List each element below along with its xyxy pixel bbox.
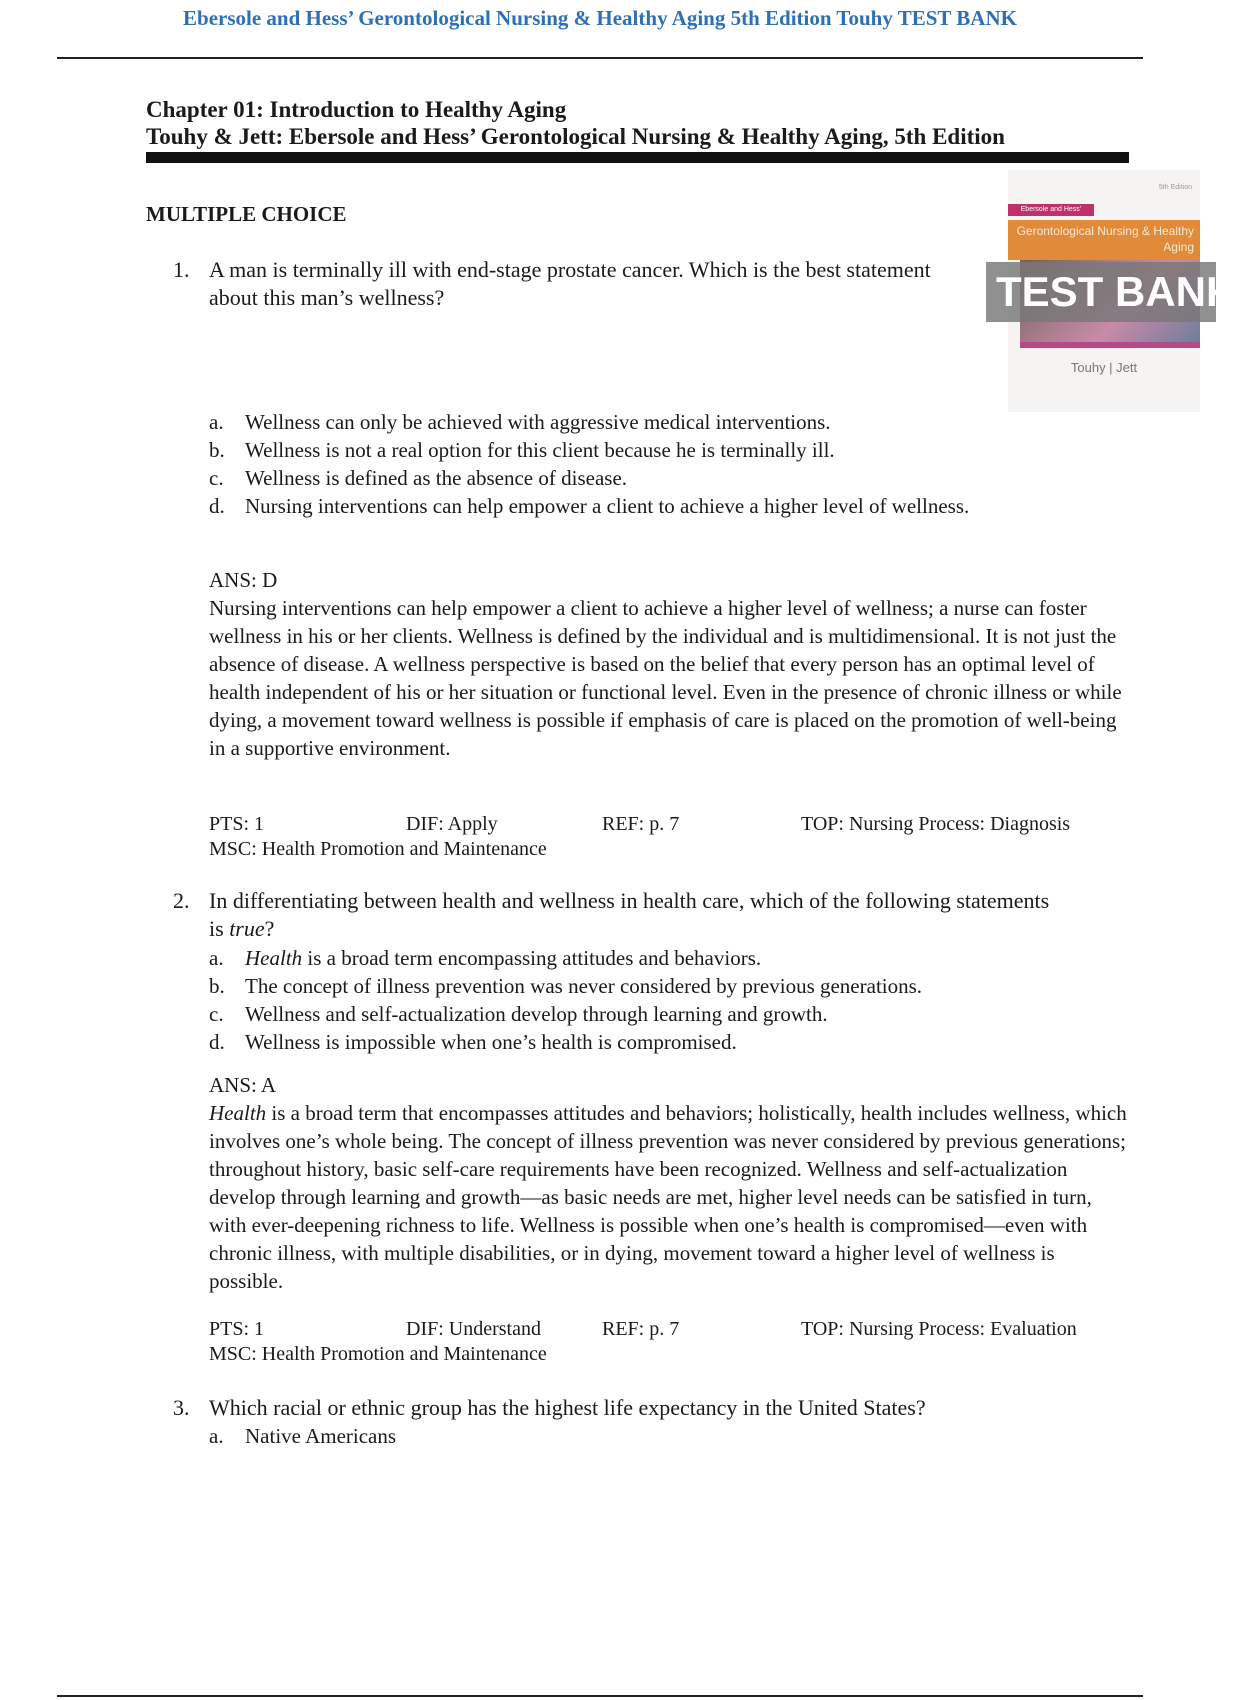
answer-block-2 bbox=[209, 1071, 1129, 1295]
question-2 bbox=[173, 887, 1073, 943]
answer-key: ANS: D bbox=[209, 568, 278, 592]
question-1 bbox=[173, 256, 1073, 312]
question-stem: In differentiating between health and wellness in health care, which of the following statements is true? bbox=[209, 888, 1050, 941]
points: PTS: 1 bbox=[209, 813, 265, 835]
option-b: b. Wellness is not a real option for this client because he is terminally ill. bbox=[209, 438, 835, 462]
question-number: 2. bbox=[173, 888, 190, 913]
difficulty: DIF: Apply bbox=[406, 813, 498, 835]
cover-stripe bbox=[1020, 342, 1200, 348]
option-c: c. Wellness and self-actualization develop through learning and growth. bbox=[209, 1002, 828, 1026]
page-header: Ebersole and Hess’ Gerontological Nursing & Healthy Aging 5th Edition Touhy TEST BANK bbox=[183, 6, 1017, 30]
msc: MSC: Health Promotion and Maintenance bbox=[209, 838, 547, 860]
answer-key: ANS: A bbox=[209, 1073, 277, 1097]
chapter-heading bbox=[146, 96, 1131, 150]
chapter-subtitle: Touhy & Jett: Ebersole and Hess’ Gerontological Nursing & Healthy Aging, 5th Edition bbox=[146, 124, 1005, 149]
reference: REF: p. 7 bbox=[602, 1318, 680, 1340]
difficulty: DIF: Understand bbox=[406, 1318, 541, 1340]
option-a: a. Native Americans bbox=[209, 1424, 397, 1448]
points: PTS: 1 bbox=[209, 1318, 265, 1340]
question-number: 3. bbox=[173, 1395, 190, 1420]
footer-rule bbox=[57, 1695, 1143, 1697]
question-2-options bbox=[209, 944, 1029, 1056]
header-rule bbox=[57, 57, 1143, 59]
option-c: c. Wellness is defined as the absence of disease. bbox=[209, 466, 628, 490]
metadata-1 bbox=[209, 812, 1129, 862]
chapter-divider bbox=[146, 152, 1129, 163]
reference: REF: p. 7 bbox=[602, 813, 680, 835]
question-3-options bbox=[209, 1422, 1029, 1450]
topic: TOP: Nursing Process: Diagnosis bbox=[801, 813, 1071, 835]
rationale: Health is a broad term that encompasses attitudes and behaviors; holistically, health includes wellness, which involves one’s whole being. The concept of illness prevention was never considered by previous generations; throughout history, basic self-care requirements have been recognized. Wellness and self-actualization develop through learning and growth—as basic needs are met, higher level needs can be satisfied in turn, with ever-deepening richness to life. Wellness is possible when one’s health is compromised—even with chronic illness, with multiple disabilities, or in dying, movement toward a higher level of wellness is possible. bbox=[209, 1101, 1127, 1293]
option-d: d. Nursing interventions can help empower a client to achieve a higher level of wellness. bbox=[209, 494, 970, 518]
rationale: Nursing interventions can help empower a client to achieve a higher level of wellness; a nurse can foster wellness in his or her clients. Wellness is defined by the individual and is multidimensional. It is not just the absence of disease. A wellness perspective is based on the belief that every person has an optimal level of health independent of his or her situation or functional level. Even in the presence of chronic illness or while dying, a movement toward wellness is possible if emphasis of care is placed on the promotion of well-being in a supportive environment. bbox=[209, 596, 1122, 760]
question-1-options bbox=[209, 408, 1029, 520]
metadata-2 bbox=[209, 1317, 1129, 1367]
cover-title-band: Gerontological Nursing & Healthy Aging bbox=[1008, 220, 1200, 260]
option-b: b. The concept of illness prevention was never considered by previous generations. bbox=[209, 974, 923, 998]
question-number: 1. bbox=[173, 257, 190, 282]
cover-edition: 5th Edition bbox=[1158, 184, 1192, 191]
option-a: a. Wellness can only be achieved with aggressive medical interventions. bbox=[209, 410, 831, 434]
topic: TOP: Nursing Process: Evaluation bbox=[801, 1318, 1077, 1340]
cover-authors: Touhy | Jett bbox=[1070, 360, 1138, 375]
question-stem: A man is terminally ill with end-stage prostate cancer. Which is the best statement about this man’s wellness? bbox=[209, 257, 931, 310]
test-bank-stamp: TEST BANK bbox=[986, 262, 1216, 322]
cover-badge: Ebersole and Hess’ bbox=[1008, 204, 1094, 216]
answer-block-1 bbox=[209, 566, 1129, 762]
option-d: d. Wellness is impossible when one’s health is compromised. bbox=[209, 1030, 737, 1054]
option-a: a. Health is a broad term encompassing attitudes and behaviors. bbox=[209, 946, 762, 970]
msc: MSC: Health Promotion and Maintenance bbox=[209, 1343, 547, 1365]
question-3 bbox=[173, 1394, 1073, 1422]
section-heading: MULTIPLE CHOICE bbox=[146, 202, 347, 226]
question-stem: Which racial or ethnic group has the highest life expectancy in the United States? bbox=[209, 1395, 926, 1420]
chapter-title: Chapter 01: Introduction to Healthy Aging bbox=[146, 97, 567, 122]
